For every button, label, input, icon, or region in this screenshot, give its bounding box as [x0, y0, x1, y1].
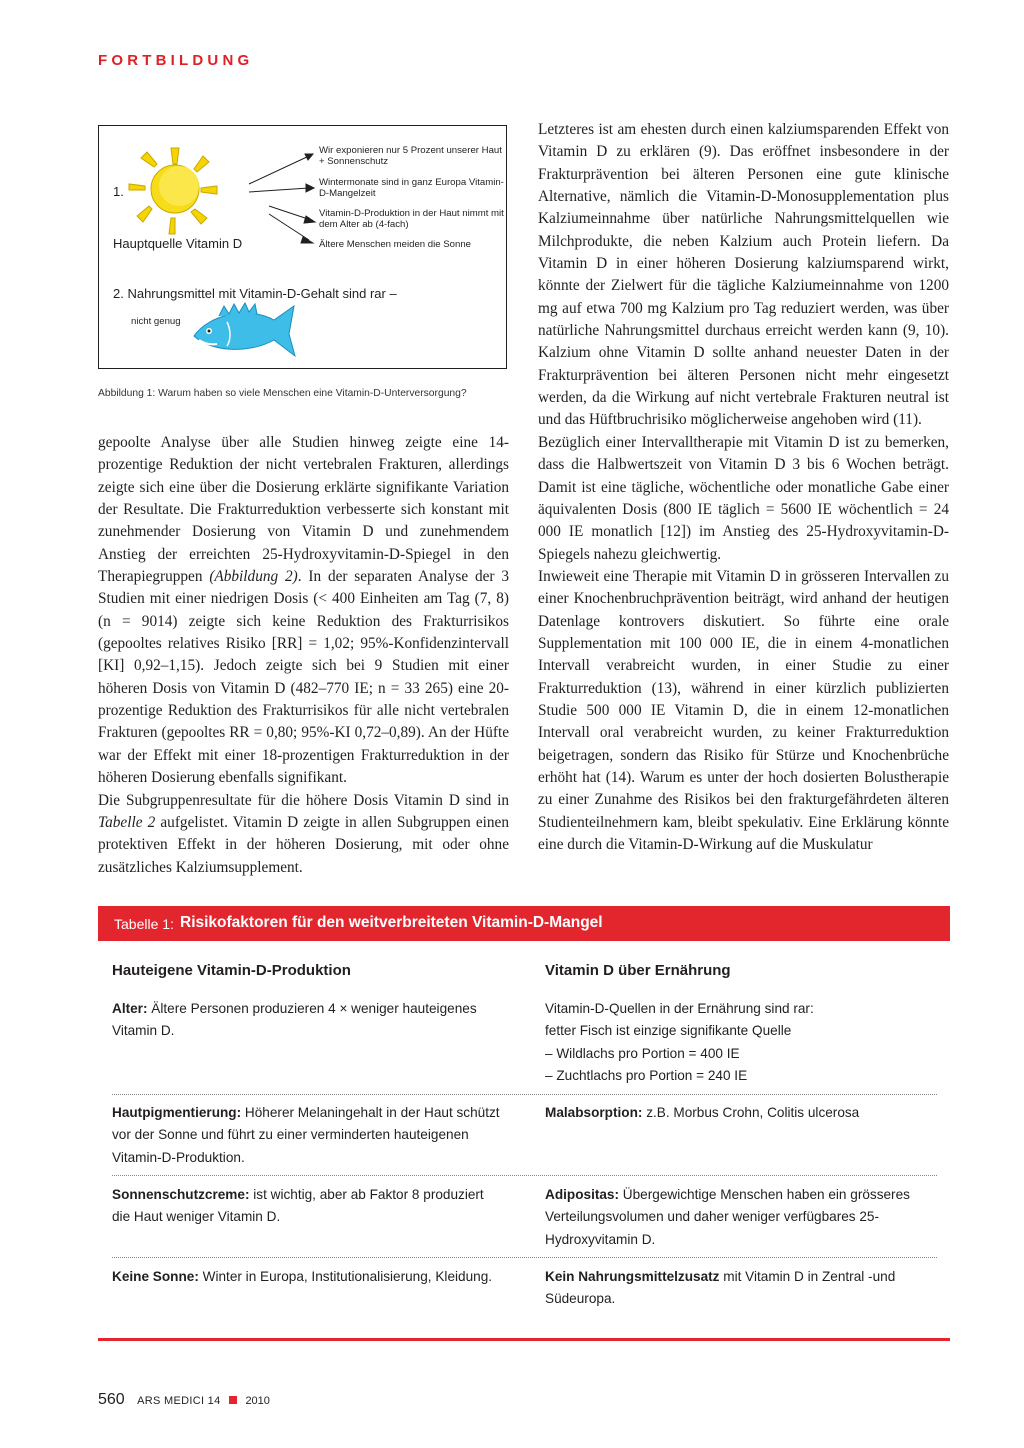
figure-arrows	[249, 154, 315, 243]
red-square-icon	[229, 1396, 237, 1404]
row-divider	[112, 1094, 937, 1095]
paragraph	[98, 790, 509, 879]
section-label: FORTBILDUNG	[98, 52, 254, 69]
table-column-header-left: Hauteigene Vitamin-D-Produktion	[112, 962, 351, 979]
table-cell	[112, 1184, 502, 1229]
cell-key: Alter:	[112, 1001, 148, 1016]
table-cell	[112, 998, 502, 1043]
cell-text: Höherer Melaningehalt in der Haut schützt vor der Sonne und führt zu einer verminderten hauteigenen Vitamin-D-Produktion.	[112, 1105, 500, 1165]
body-column-right	[538, 119, 949, 856]
cell-key: Sonnenschutzcreme:	[112, 1187, 250, 1202]
figure-reference: (Abbildung 2)	[209, 568, 298, 586]
fish-icon	[194, 303, 295, 356]
cell-key: Kein Nahrungsmittelzusatz	[545, 1269, 720, 1284]
figure-point-2: 2. Nahrungsmittel mit Vitamin-D-Gehalt sind rar –	[113, 286, 397, 301]
paragraph	[98, 432, 509, 790]
cell-line: fetter Fisch ist einzige signifikante Quelle	[545, 1023, 792, 1039]
table-cell	[112, 1102, 502, 1169]
table-header-bar	[98, 906, 950, 941]
table-title: Risikofaktoren für den weitverbreiteten Vitamin-D-Mangel	[180, 914, 603, 931]
table-cell	[112, 1266, 502, 1288]
cell-key: Malabsorption:	[545, 1105, 643, 1120]
table-column-header-right: Vitamin D über Ernährung	[545, 962, 731, 979]
cell-key: Adipositas:	[545, 1187, 620, 1202]
cell-text: Ältere Personen produzieren 4 × weniger hauteigenes Vitamin D.	[112, 1001, 477, 1039]
journal-name: ARS MEDICI 14	[137, 1395, 221, 1407]
figure-point-2-sub: nicht genug	[131, 316, 181, 327]
cell-line: Vitamin-D-Quellen in der Ernährung sind rar:	[545, 1001, 814, 1016]
figure-caption: Abbildung 1: Warum haben so viele Menschen eine Vitamin-D-Unterversorgung?	[98, 388, 467, 399]
figure-point-1-number: 1.	[113, 184, 124, 199]
text-run: gepoolte Analyse über alle Studien hinweg zeigte eine 14-prozentige Reduktion der nicht vertebralen Frakturen, allerdings zeigte sich eine über die Dosierung erklärte signifikante Variation der Resultate. Die Frakturreduktion verbesserte sich konstant mit zunehmender Dosierung von Vitamin D und zunehmendem Anstieg der erreichten 25-Hydroxyvitamin-D-Spiegel in den Therapiegruppen	[98, 434, 509, 586]
cell-text: z.B. Morbus Crohn, Colitis ulcerosa	[642, 1105, 860, 1120]
bottom-rule	[98, 1338, 950, 1341]
table-cell	[545, 1102, 937, 1124]
cell-line: – Zuchtlachs pro Portion = 240 IE	[545, 1068, 748, 1084]
paragraph: Letzteres ist am ehesten durch einen kalziumsparenden Effekt von Vitamin D zu erklären (9). Das eröffnet insbesondere in der Frakturprävention bei älteren Personen eine gute klinische Alternative, nämlich die Vitamin-D-Monosupplementation plus Kalziumeinnahme über natürliche Nahrungsmittelquellen wie Milchprodukte, die neben Kalzium auch Protein liefern. Da Vitamin D in einer höheren Dosierung kalziumsparend wirkt, könnte der Zielwert für die tägliche Kalziumeinnahme von 1200 mg auf etwa 700 mg Kalzium pro Tag reduziert werden, was über natürliche Nahrungsmittel durchaus erreicht werden kann (9, 10). Kalzium ohne Vitamin D sollte anhand neuester Daten in der Frakturprävention bei älteren Personen nicht mehr eingesetzt werden, da die Wirkung auf nicht vertebrale Frakturen neutral ist und das Hüftbruchrisiko möglicherweise angehoben wird (11).	[538, 121, 949, 429]
figure-1	[98, 125, 507, 369]
cell-line: – Wildlachs pro Portion = 400 IE	[545, 1045, 740, 1061]
figure-reason: Wintermonate sind in ganz Europa Vitamin-D-Mangelzeit	[319, 177, 504, 199]
figure-main-label: Hauptquelle Vitamin D	[113, 236, 243, 251]
row-divider	[112, 1257, 937, 1258]
cell-key: Keine Sonne:	[112, 1269, 199, 1284]
figure-reason: Vitamin-D-Produktion in der Haut nimmt mit dem Alter ab (4-fach)	[319, 208, 504, 230]
paragraph: Inwieweit eine Therapie mit Vitamin D in grösseren Intervallen zu einer Knochenbruchprävention beiträgt, wird anhand der heutigen Datenlage kontrovers diskutiert. So führte eine orale Supplementation mit 100 000 IE, die in einem 4-monatlichen Intervall verabreicht wurden, in einer Studie zu einer Frakturreduktion (13), während in einer kürzlich publizierten Studie 500 000 IE Vitamin D, die in einem 12-monatlichen Intervall oral verabreicht wurden, zu keiner Frakturreduktion beigetragen, sondern das Risiko für Stürze und Knochenbrüche erhöht hat (14). Warum es unter der hoch dosierten Bolustherapie zu einer Zunahme des Risikos bei den frakturgefährdeten älteren Studienteilnehmern kam, bleibt spekulativ. Eine Erklärung könnte eine durch die Vitamin-D-Wirkung auf die Muskulatur	[538, 567, 949, 853]
sun-icon	[129, 148, 217, 234]
table-label: Tabelle 1:	[114, 916, 174, 932]
journal-year: 2010	[245, 1395, 270, 1407]
page-footer	[98, 1391, 270, 1409]
table-cell	[545, 998, 937, 1088]
cell-text: ist wichtig, aber ab Faktor 8 produziert die Haut weniger Vitamin D.	[112, 1187, 484, 1225]
text-run: Die Subgruppenresultate für die höhere Dosis Vitamin D sind in	[98, 791, 509, 809]
text-run: aufgelistet. Vitamin D zeigte in allen Subgruppen einen protektiven Effekt in der höheren Dosierung, mit oder ohne zusätzliches Kalziumsupplement.	[98, 813, 509, 876]
text-run: . In der separaten Analyse der 3 Studien mit einer niedrigen Dosis (< 400 Einheiten am Tag (7, 8) (n = 9014) zeigte sich keine Reduktion des Frakturrisikos (gepooltes relatives Risiko [RR] = 1,02; 95%-Konfidenzintervall [KI] 0,92–1,15). Jedoch zeigte sich bei 9 Studien mit einer höheren Dosis von Vitamin D (482–770 IE; n = 33 265) eine 20-prozentige Reduktion des Frakturrisikos für alle nicht vertebralen Frakturen (gepooltes RR = 0,80; 95%-KI 0,72–0,89). An der Hüfte war der Effekt mit einer 18-prozentigen Frakturreduktion in der höheren Dosierung ebenfalls signifikant.	[98, 568, 509, 787]
page-number: 560	[98, 1391, 125, 1408]
cell-text: Übergewichtige Menschen haben ein grösseres Verteilungsvolumen und daher weniger verfügbares 25-Hydroxyvitamin D.	[545, 1187, 910, 1247]
row-divider	[112, 1175, 937, 1176]
table-reference: Tabelle 2	[98, 813, 156, 831]
table-cell	[545, 1184, 937, 1251]
body-column-left	[98, 432, 509, 879]
figure-reason: Wir exponieren nur 5 Prozent unserer Haut + Sonnenschutz	[319, 145, 502, 167]
cell-text: Winter in Europa, Institutionalisierung, Kleidung.	[198, 1269, 493, 1284]
paragraph: Bezüglich einer Intervalltherapie mit Vitamin D ist zu bemerken, dass die Halbwertszeit von Vitamin D 3 bis 6 Wochen beträgt. Damit ist eine tägliche, wöchentliche oder monatliche Gabe einer äquivalenten Dosis (800 IE täglich = 5600 IE wöchentlich = 24 000 IE monatlich [12]) im Anstieg des 25-Hydroxyvitamin-D-Spiegels nahezu gleichwertig.	[538, 433, 949, 563]
cell-key: Hautpigmentierung:	[112, 1105, 242, 1120]
cell-text: mit Vitamin D in Zentral -und Südeuropa.	[545, 1269, 896, 1307]
table-cell	[545, 1266, 937, 1311]
figure-reason: Ältere Menschen meiden die Sonne	[319, 239, 471, 250]
